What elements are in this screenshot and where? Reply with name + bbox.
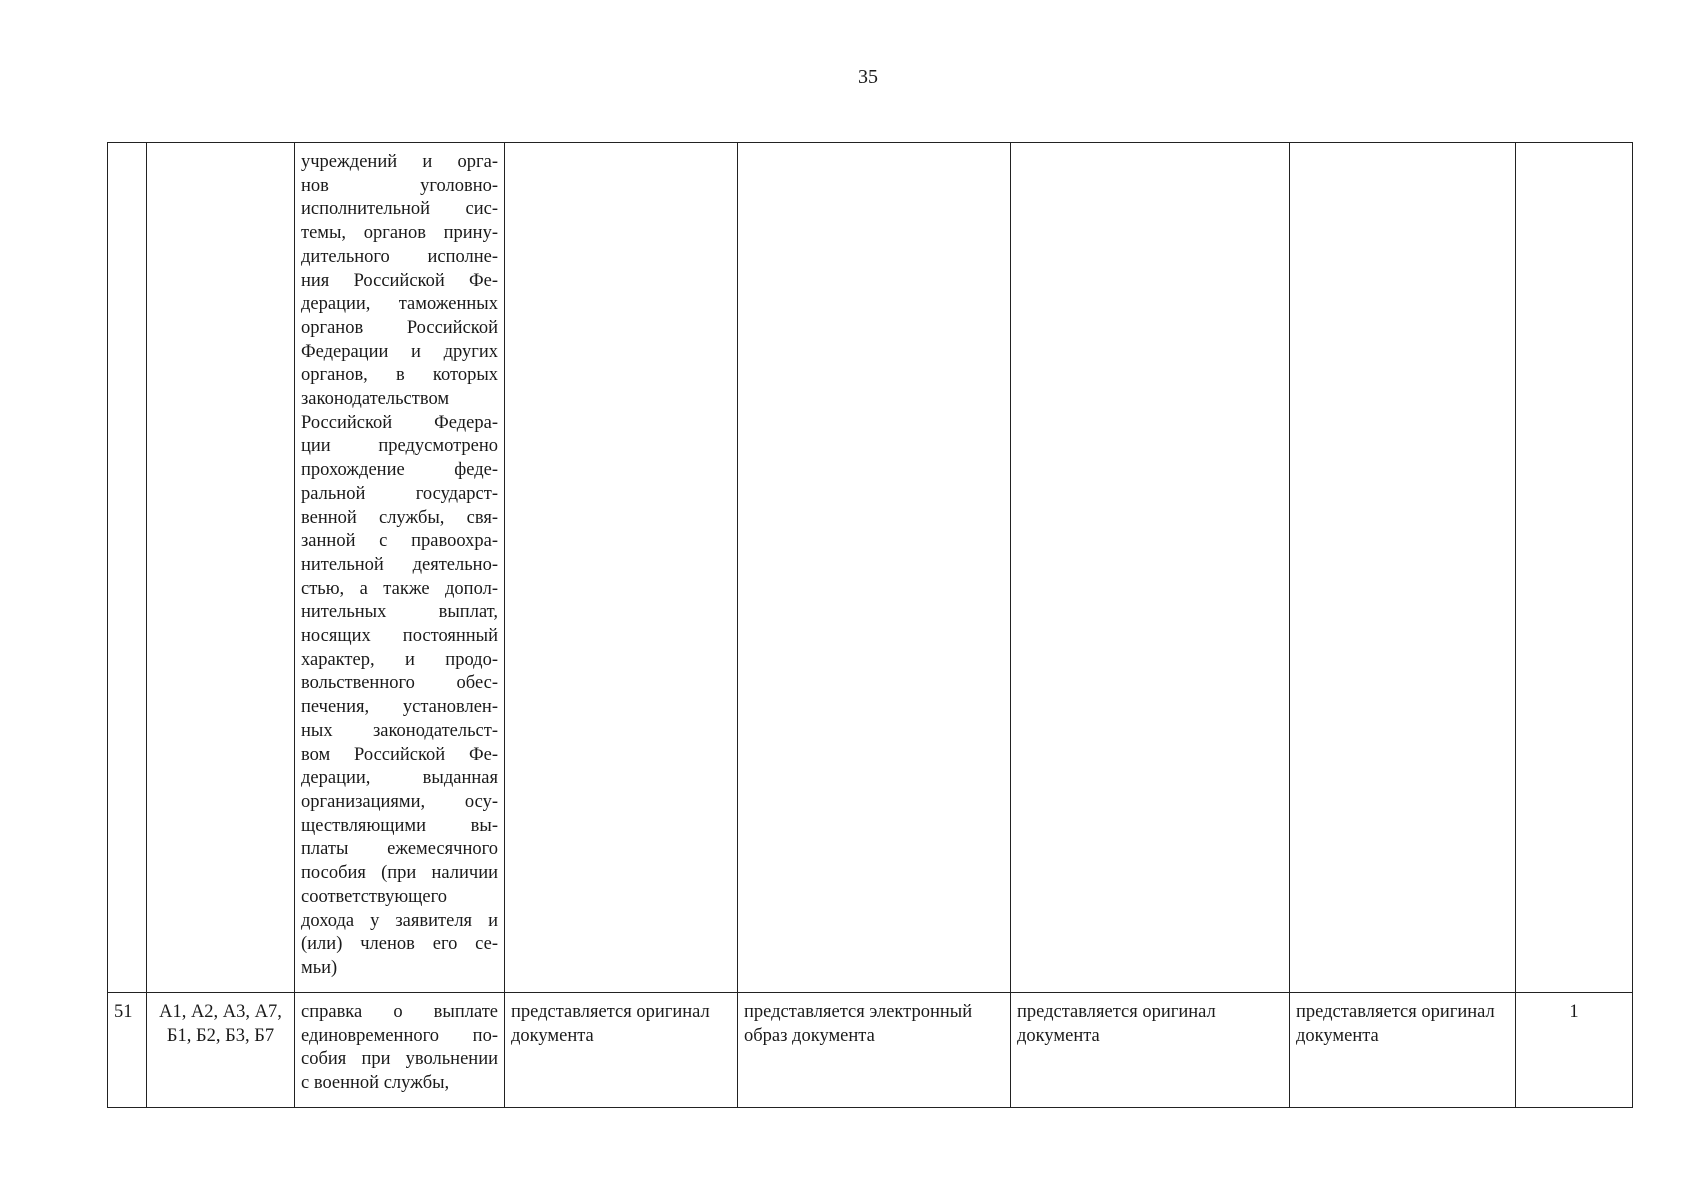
cell-copies-count — [1516, 143, 1633, 993]
description-line: (или) членов его се- — [301, 934, 498, 955]
description-line: нительных выплат, — [301, 602, 498, 623]
description-line: дохода у заявителя и — [301, 910, 498, 931]
description-line: органов Российской — [301, 317, 498, 338]
description-line: темы, органов прину- — [301, 223, 498, 244]
description-line: учреждений и орга- — [301, 152, 498, 172]
description-line: пособия (при наличии — [301, 863, 498, 884]
description-line: ния Российской Фе- — [301, 270, 498, 291]
cell-number: 51 — [108, 993, 147, 1108]
description-line: ных законодательст- — [301, 720, 498, 741]
cell-postal-submission — [1290, 143, 1516, 993]
description-line: носящих постоянный — [301, 626, 498, 647]
cell-document-description — [295, 993, 505, 1108]
description-line: вольственного обес- — [301, 673, 498, 694]
documents-table — [107, 142, 1633, 1108]
description-line: органов, в которых — [301, 365, 498, 386]
cell-number — [108, 143, 147, 993]
cell-copies-count: 1 — [1516, 993, 1633, 1108]
cell-applicant-codes — [147, 143, 295, 993]
description-line: справка о выплате — [301, 1002, 498, 1022]
cell-electronic-submission — [738, 143, 1011, 993]
table-row — [108, 143, 1633, 993]
page-number: 35 — [858, 66, 878, 88]
description-line: печения, установлен- — [301, 697, 498, 718]
description-line: с военной службы, — [301, 1073, 450, 1094]
description-line: ции предусмотрено — [301, 436, 498, 457]
description-line: Федерации и других — [301, 341, 498, 362]
description-line: Российской Федера- — [301, 412, 498, 433]
cell-mfc-submission — [1011, 143, 1290, 993]
description-line: собия при увольнении — [301, 1049, 498, 1070]
description-line: нов уголовно- — [301, 175, 498, 196]
description-line: законодательством — [301, 389, 450, 410]
description-line: дительного исполне- — [301, 246, 498, 267]
description-line: ральной государст- — [301, 483, 498, 504]
description-line: мьи) — [301, 957, 338, 978]
description-line: вом Российской Фе- — [301, 744, 498, 765]
cell-electronic-submission: представляется электронный образ документа — [738, 993, 1011, 1108]
description-line: характер, и продо- — [301, 649, 498, 670]
description-line: венной службы, свя- — [301, 507, 498, 528]
table-row — [108, 993, 1633, 1108]
description-line: дерации, выданная — [301, 768, 498, 789]
description-line: занной с правоохра- — [301, 531, 498, 552]
description-line: платы ежемесячного — [301, 839, 498, 860]
description-line: прохождение феде- — [301, 460, 498, 481]
cell-postal-submission: представляется оригинал документа — [1290, 993, 1516, 1108]
description-line: ществляющими вы- — [301, 815, 498, 836]
description-line: нительной деятельно- — [301, 554, 498, 575]
description-line: дерации, таможенных — [301, 294, 498, 315]
description-line: соответствующего — [301, 886, 448, 907]
cell-document-description — [295, 143, 505, 993]
description-line: единовременного по- — [301, 1025, 498, 1046]
cell-mfc-submission: представляется оригинал документа — [1011, 993, 1290, 1108]
description-line: стью, а также допол- — [301, 578, 498, 599]
cell-paper-submission — [505, 143, 738, 993]
cell-applicant-codes: А1, А2, А3, А7, Б1, Б2, Б3, Б7 — [147, 993, 295, 1108]
cell-paper-submission: представляется оригинал документа — [505, 993, 738, 1108]
description-line: организациями, осу- — [301, 791, 498, 812]
description-line: исполнительной сис- — [301, 199, 498, 220]
